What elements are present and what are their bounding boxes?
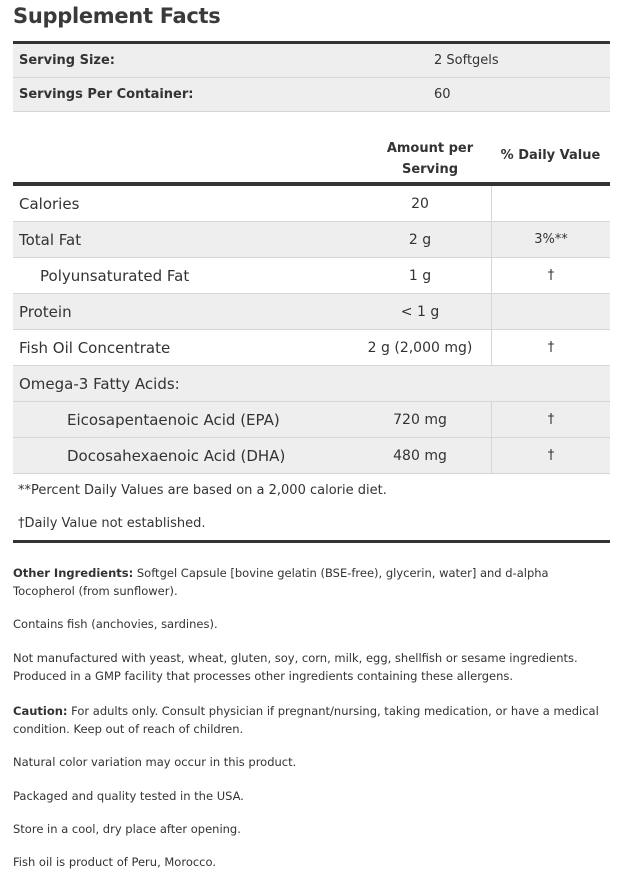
nutrient-amount: 2 g bbox=[408, 231, 432, 248]
nutrient-dv bbox=[491, 186, 610, 221]
nutrient-dv: † bbox=[491, 438, 610, 473]
daily-value-header: % Daily Value bbox=[500, 148, 601, 163]
amount-header: Amount per Serving bbox=[386, 141, 474, 177]
allergen-statement: Not manufactured with yeast, wheat, gluten, soy, corn, milk, egg, shellfish or sesame ingredients. Produced in a GMP facility that processes other ingredients containing these allergens. bbox=[13, 651, 578, 683]
other-ingredients-text: Softgel Capsule [bovine gelatin (BSE-free), glycerin, water] and d-alpha Tocopherol (from sunflower). bbox=[13, 566, 549, 598]
nutrient-dv: † bbox=[491, 258, 610, 293]
nutrient-amount: 480 mg bbox=[393, 447, 447, 464]
serving-size-value: 2 Softgels bbox=[434, 53, 499, 68]
other-ingredients bbox=[13, 564, 610, 600]
other-ingredients-label: Other Ingredients: bbox=[13, 566, 134, 580]
divider bbox=[13, 540, 610, 543]
nutrient-name: Calories bbox=[19, 194, 80, 213]
table-row bbox=[13, 438, 610, 474]
nutrient-amount: 1 g bbox=[408, 267, 432, 284]
nutrient-dv: † bbox=[491, 402, 610, 437]
nutrient-name: Protein bbox=[19, 302, 72, 321]
serving-size-row bbox=[13, 44, 610, 78]
table-row bbox=[13, 402, 610, 438]
nutrient-dv: 3%** bbox=[491, 222, 610, 257]
note: Packaged and quality tested in the USA. bbox=[13, 789, 244, 803]
nutrient-amount: 2 g (2,000 mg) bbox=[367, 339, 473, 356]
footnote-daily-values: **Percent Daily Values are based on a 2,000 calorie diet. bbox=[18, 483, 387, 498]
table-header bbox=[13, 136, 610, 186]
nutrient-name: Omega-3 Fatty Acids: bbox=[19, 374, 180, 393]
table-row bbox=[13, 222, 610, 258]
nutrient-amount: < 1 g bbox=[400, 303, 440, 320]
caution-label: Caution: bbox=[13, 704, 68, 718]
page-title: Supplement Facts bbox=[13, 4, 221, 28]
nutrient-table bbox=[13, 186, 610, 474]
servings-per-container-label: Servings Per Container: bbox=[19, 87, 194, 102]
contains-statement: Contains fish (anchovies, sardines). bbox=[13, 617, 218, 631]
nutrient-name: Polyunsaturated Fat bbox=[40, 266, 190, 285]
note: Fish oil is product of Peru, Morocco. bbox=[13, 855, 216, 869]
table-row bbox=[13, 330, 610, 366]
servings-per-container-value: 60 bbox=[434, 87, 451, 102]
caution-statement bbox=[13, 702, 610, 738]
nutrient-name: Total Fat bbox=[19, 230, 82, 249]
nutrient-amount: 720 mg bbox=[393, 411, 447, 428]
table-row bbox=[13, 186, 610, 222]
nutrient-amount: 20 bbox=[411, 195, 429, 212]
nutrient-dv bbox=[491, 294, 610, 329]
table-row bbox=[13, 294, 610, 330]
serving-size-label: Serving Size: bbox=[19, 53, 116, 68]
caution-text: For adults only. Consult physician if pregnant/nursing, taking medication, or have a medical condition. Keep out of reach of children. bbox=[13, 704, 599, 736]
table-row bbox=[13, 258, 610, 294]
footnote-not-established: †Daily Value not established. bbox=[18, 516, 206, 531]
table-row bbox=[13, 366, 610, 402]
nutrient-name: Fish Oil Concentrate bbox=[19, 338, 171, 357]
nutrient-name: Eicosapentaenoic Acid (EPA) bbox=[67, 410, 280, 429]
note: Store in a cool, dry place after opening. bbox=[13, 822, 241, 836]
servings-per-container-row bbox=[13, 78, 610, 112]
note: Natural color variation may occur in this product. bbox=[13, 755, 297, 769]
nutrient-name: Docosahexaenoic Acid (DHA) bbox=[67, 446, 286, 465]
nutrient-dv: † bbox=[491, 330, 610, 365]
serving-info bbox=[13, 41, 610, 112]
